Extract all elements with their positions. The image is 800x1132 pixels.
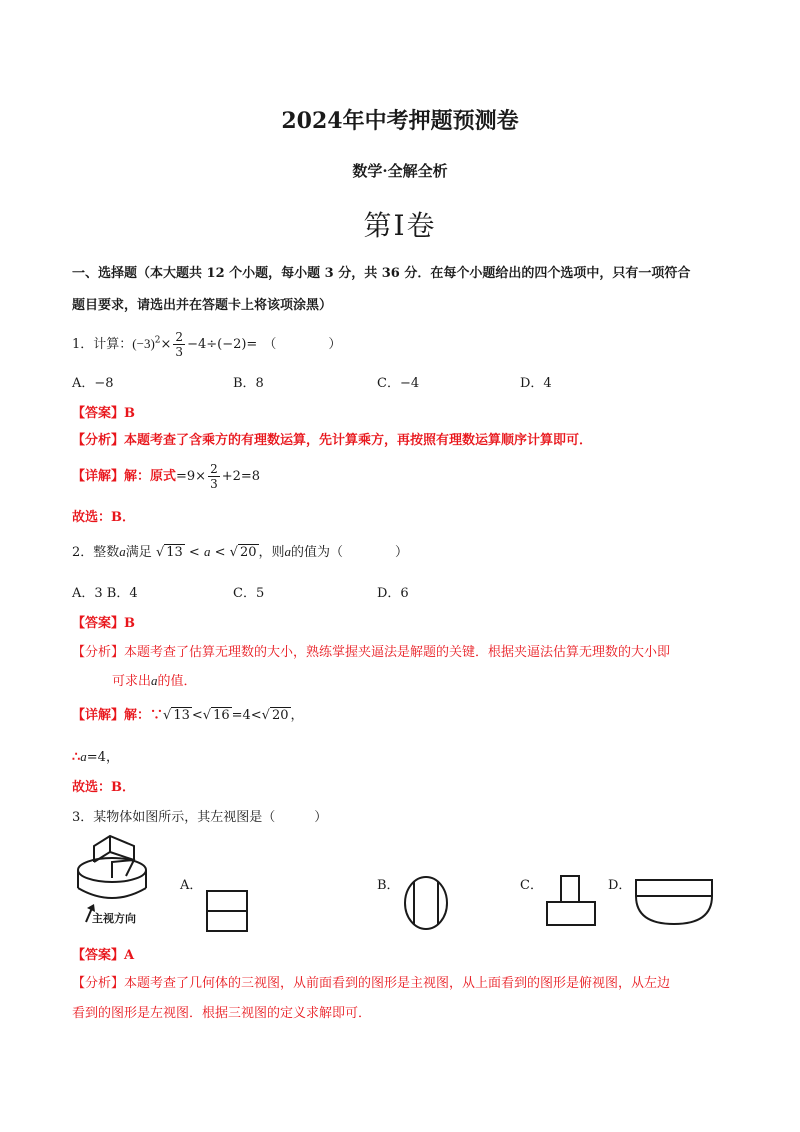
q2-detail-lt: < xyxy=(191,708,203,723)
q2-var: a xyxy=(119,544,126,559)
q2-stem xyxy=(72,541,408,560)
q2-detail-label: 【详解】解：∵ xyxy=(72,708,164,723)
q2-detail-s3: 20 xyxy=(271,708,289,723)
q1-detail-fraction xyxy=(208,462,220,491)
q2-sqrt2: 20 xyxy=(239,545,257,560)
volume-heading: 第Ⅰ卷 xyxy=(363,209,437,242)
q1-detail-frac-den: 3 xyxy=(210,477,218,491)
section-instructions-line2: 题目要求，请选出并在答题卡上将该项涂黑） xyxy=(72,298,333,313)
q2-analysis-var: a xyxy=(151,673,158,688)
q3-analysis-line2: 看到的图形是左视图．根据三视图的定义求解即可． xyxy=(72,1006,372,1021)
q1-detail-frac-num: 2 xyxy=(210,462,218,476)
q2-analysis-line2b: 的值． xyxy=(157,674,197,689)
q2-detail-sqrt-sign-3: √ xyxy=(261,708,270,723)
q1-expr-sup: 2 xyxy=(154,335,161,346)
q2-therefore-symbol: ∴ xyxy=(72,750,81,765)
q1-stem xyxy=(72,330,341,359)
q3-option-a-figure xyxy=(206,890,248,932)
q2-option-ab: A．3 B．4 xyxy=(72,586,138,601)
q1-option-a: A．−8 xyxy=(72,376,114,391)
q3-option-b-label: B． xyxy=(377,878,400,893)
q2-analysis-line1: 【分析】本题考查了估算无理数的大小，熟练掌握夹逼法是解题的关键．根据夹逼法估算无理数的大小即 xyxy=(72,645,671,660)
q1-detail-a: =9× xyxy=(176,469,207,484)
q3-option-d-label: D． xyxy=(608,878,632,893)
q3-option-a-label: A． xyxy=(180,878,203,893)
q2-number: 2．整数 xyxy=(72,545,120,560)
q2-sqrt-sign-1: √ xyxy=(155,545,165,560)
q2-analysis-line2a: 可求出 xyxy=(112,674,152,689)
page-subtitle: 数学·全解全析 xyxy=(352,162,448,180)
q3-option-c-label: C． xyxy=(520,878,543,893)
q3-stem: 3．某物体如图所示，其左视图是（ ） xyxy=(72,810,328,825)
q2-conclusion: 故选：B． xyxy=(72,780,135,795)
q2-detail-s1: 13 xyxy=(173,708,190,723)
q3-analysis-line1: 【分析】本题考查了几何体的三视图，从前面看到的图形是主视图，从上面看到的图形是俯视图，从左边 xyxy=(72,976,671,991)
q2-cond-text: 满足 xyxy=(125,545,152,560)
q3-figure-caption: 主视方向 xyxy=(92,912,136,925)
q1-detail-label: 【详解】解：原式 xyxy=(72,469,177,484)
q3-answer: 【答案】A xyxy=(72,948,135,963)
q2-option-d: D．6 xyxy=(377,586,409,601)
q1-frac-num: 2 xyxy=(175,330,184,344)
q2-therefore-eq: =4， xyxy=(86,750,119,765)
q1-detail xyxy=(72,462,260,491)
q3-option-d-figure xyxy=(634,878,714,926)
q2-var-3: a xyxy=(284,544,292,559)
q1-conclusion: 故选：B． xyxy=(72,510,135,525)
q2-analysis-line2 xyxy=(112,670,197,689)
q2-var-2: a xyxy=(203,544,211,559)
q2-detail-sqrt-sign-1: √ xyxy=(163,708,172,723)
q3-option-b-figure xyxy=(403,875,449,931)
q2-value-text: 的值为（ ） xyxy=(291,545,409,560)
q2-detail xyxy=(72,704,304,723)
q1-fraction xyxy=(173,330,185,359)
q2-sqrt-sign-2: √ xyxy=(229,545,238,560)
q1-paren: （ ） xyxy=(263,337,342,352)
q2-lt2: < xyxy=(214,545,226,560)
q1-answer: 【答案】B xyxy=(72,406,135,421)
q2-then: ，则 xyxy=(258,545,285,560)
q2-therefore xyxy=(72,746,119,765)
q2-detail-s2: 16 xyxy=(213,708,230,723)
q1-number: 1．计算： xyxy=(72,337,133,352)
q3-option-c-figure xyxy=(545,875,597,927)
q2-option-c: C．5 xyxy=(233,586,265,601)
q1-option-c: C．−4 xyxy=(377,376,420,391)
q2-detail-comma: ， xyxy=(290,708,304,723)
q1-expr-b: −4÷(−2)= xyxy=(187,337,258,352)
q2-detail-sqrt-sign-2: √ xyxy=(202,708,212,723)
q2-answer: 【答案】B xyxy=(72,616,135,631)
q2-therefore-var: a xyxy=(80,749,87,764)
q2-detail-eq: =4< xyxy=(231,708,262,723)
q1-frac-den: 3 xyxy=(175,345,184,359)
q2-lt1: < xyxy=(188,545,200,560)
q1-expr-a: (−3) xyxy=(132,336,155,351)
q1-option-b: B．8 xyxy=(233,376,264,391)
q1-expr-times: × xyxy=(160,337,172,352)
page-title: 2024年中考押题预测卷 xyxy=(281,108,519,134)
q1-detail-b: +2=8 xyxy=(221,469,261,484)
section-instructions-line1: 一、选择题（本大题共 12 个小题，每小题 3 分，共 36 分．在每个小题给出的四个选项中，只有一项符合 xyxy=(72,266,691,281)
q2-sqrt1: 13 xyxy=(166,545,183,560)
q1-analysis: 【分析】本题考查了含乘方的有理数运算，先计算乘方，再按照有理数运算顺序计算即可． xyxy=(72,433,593,448)
q1-option-d: D．4 xyxy=(520,376,552,391)
